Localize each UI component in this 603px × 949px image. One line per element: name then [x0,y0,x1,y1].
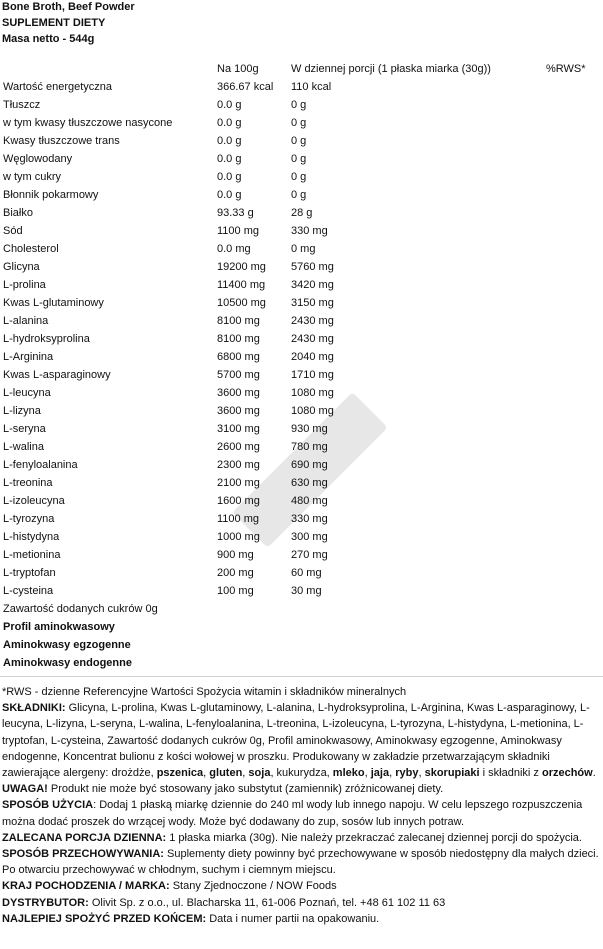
value-per-100g: 8100 mg [217,315,260,327]
table-row [0,114,603,132]
nutrient-name: Sód [3,225,23,237]
table-row [0,366,603,384]
value-per-100g: 19200 mg [217,261,266,273]
dose-paragraph [2,830,600,846]
value-per-100g: 93.33 g [217,207,254,219]
allergen: mleko [332,767,365,780]
value-per-100g: 200 mg [217,567,254,579]
nutrient-name: L-prolina [3,279,46,291]
value-per-portion: 930 mg [291,423,328,435]
separator: , kukurydza, [270,767,333,780]
table-row [0,420,603,438]
bestbefore-text: Data i numer partii na opakowaniu. [206,912,380,925]
table-row [0,204,603,222]
value-per-portion: 0 g [291,153,307,165]
label-footer [2,684,600,927]
table-row [0,258,603,276]
value-rws [543,96,603,114]
table-row [0,438,603,456]
value-per-100g: 1000 mg [217,531,260,543]
product-category: SUPLEMENT DIETY [2,17,106,29]
warning-paragraph [2,781,600,797]
nutrient-name: Błonnik pokarmowy [3,189,99,201]
distributor-paragraph [2,895,600,911]
nutrient-name: L-leucyna [3,387,51,399]
value-per-portion: 3150 mg [291,297,334,309]
value-rws [543,132,603,150]
table-row [0,510,603,528]
value-per-100g: 8100 mg [217,333,260,345]
nutrient-name: L-seryna [3,423,46,435]
value-per-100g: 3600 mg [217,387,260,399]
nutrient-name: L-treonina [3,477,53,489]
value-per-portion: 0 g [291,189,307,201]
value-per-100g: 0.0 g [217,153,242,165]
table-row [0,600,603,618]
value-per-100g: 0.0 g [217,117,242,129]
nutrient-name: Węglowodany [3,153,73,165]
separator: , [203,767,210,780]
nutrient-name: L-hydroksyprolina [3,333,90,345]
net-mass: Masa netto - 544g [2,33,95,45]
value-per-100g: 2300 mg [217,459,260,471]
table-row [0,222,603,240]
value-per-100g: 3600 mg [217,405,260,417]
section-heading-row: Aminokwasy endogenne [3,657,132,669]
value-rws [543,438,603,456]
product-name: Bone Broth, Beef Powder [2,1,135,13]
value-rws [543,492,603,510]
value-per-100g: 900 mg [217,549,254,561]
value-rws [543,258,603,276]
dose-label: ZALECANA PORCJA DZIENNA: [2,831,167,844]
table-row [0,546,603,564]
distributor-text: Olivit Sp. z o.o., ul. Blacharska 11, 61-006 Poznań, tel. +48 61 102 11 63 [88,896,446,909]
ingredients-text: Glicyna, L-prolina, Kwas L-glutaminowy, L-alanina, L-hydroksyprolina, L-Arginina, Kwas L-asparaginowy, L-leucyna, L-lizyna, L-seryna, L-walina, L-fenyloalanina, L-treonina, L-izoleucyna, L-tyrozyna, L-histydyna, L-metionina, L-tryptofan, L-cysteina, Zawartość dodanych cukrów 0g, Profil aminokwasowy, Aminokwasy egzogenne, Aminokwasy endogenne, Koncentrat bulionu z kości wołowej w proszku. Produkowany w zakładzie przetwarzającym składniki zawierające alergeny: drożdże, [2,702,590,780]
value-rws [543,312,603,330]
value-per-portion: 1080 mg [291,405,334,417]
separator: , [364,767,371,780]
table-header-row [0,60,603,78]
value-per-portion: 0 mg [291,243,316,255]
value-per-portion: 0 g [291,171,307,183]
value-rws [543,240,603,258]
value-rws [543,276,603,294]
table-row [0,654,603,672]
value-per-portion: 60 mg [291,567,322,579]
value-rws [543,294,603,312]
value-per-portion: 0 g [291,117,307,129]
table-row [0,402,603,420]
table-row [0,456,603,474]
value-rws [543,420,603,438]
nutrient-name: Cholesterol [3,243,59,255]
value-per-portion: 1710 mg [291,369,334,381]
table-row [0,384,603,402]
value-rws [543,510,603,528]
value-rws [543,546,603,564]
value-per-100g: 11400 mg [217,279,266,291]
origin-label: KRAJ POCHODZENIA / MARKA: [2,880,170,893]
section-heading-row: Profil aminokwasowy [3,621,115,633]
allergen: gluten [209,767,243,780]
ingredients-paragraph [2,700,600,781]
nutrient-name: L-cysteina [3,585,54,597]
separator: , [418,767,425,780]
value-per-100g: 366.67 kcal [217,81,274,93]
distributor-label: DYSTRYBUTOR: [2,896,89,909]
nutrient-name: Kwas L-glutaminowy [3,297,104,309]
value-per-100g: 0.0 g [217,135,242,147]
nutrient-name: Wartość energetyczna [3,81,113,93]
bestbefore-paragraph [2,911,600,927]
nutrient-name: L-fenyloalanina [3,459,78,471]
value-per-100g: 2600 mg [217,441,260,453]
separator: i składniki z [479,767,542,780]
nutrient-name: L-walina [3,441,44,453]
table-row [0,276,603,294]
value-per-100g: 1100 mg [217,513,259,525]
storage-paragraph [2,846,600,878]
table-row [0,312,603,330]
value-rws [543,114,603,132]
warning-label: UWAGA! [2,783,48,796]
table-row [0,96,603,114]
value-rws [543,528,603,546]
table-row [0,474,603,492]
value-per-100g: 6800 mg [217,351,260,363]
value-rws [543,366,603,384]
value-rws [543,78,603,96]
table-row [0,330,603,348]
table-row [0,528,603,546]
nutrient-name: Kwas L-asparaginowy [3,369,111,381]
value-per-100g: 0.0 mg [217,243,251,255]
value-per-portion: 30 mg [291,585,322,597]
table-row [0,492,603,510]
value-per-portion: 0 g [291,99,307,111]
allergen: soja [248,767,271,780]
table-row [0,294,603,312]
usage-label: SPOSÓB UŻYCIA [2,799,94,812]
value-rws [543,456,603,474]
value-per-100g: 1100 mg [217,225,259,237]
value-rws [543,582,603,600]
separator: , [389,767,396,780]
value-per-portion: 480 mg [291,495,328,507]
allergen: pszenica [156,767,204,780]
header-portion-cell: W dziennej porcji (1 płaska miarka (30g)) [291,63,491,75]
dose-text: 1 płaska miarka (30g). Nie należy przekraczać zalecanej dziennej porcji do spożycia. [166,831,582,844]
table-row [0,240,603,258]
value-per-100g: 0.0 g [217,171,242,183]
value-rws [543,348,603,366]
separator: , [242,767,249,780]
origin-paragraph [2,878,600,894]
nutrient-name: L-lizyna [3,405,41,417]
table-row [0,186,603,204]
value-rws [543,150,603,168]
value-per-portion: 690 mg [291,459,328,471]
bestbefore-label: NAJLEPIEJ SPOŻYĆ PRZED KOŃCEM: [2,912,207,925]
nutrient-name: L-alanina [3,315,49,327]
nutrient-name: Białko [3,207,33,219]
nutrient-name: Kwasy tłuszczowe trans [3,135,120,147]
value-per-portion: 780 mg [291,441,328,453]
nutrient-name: Tłuszcz [3,99,41,111]
value-rws [543,564,603,582]
value-per-portion: 5760 mg [291,261,334,273]
value-rws [543,402,603,420]
allergen: jaja [370,767,390,780]
storage-text: Suplementy diety powinny być przechowywane w sposób niedostępny dla małych dzieci. Po otwarciu przechowywać w chłodnym, suchym i ciemnym miejscu. [2,848,599,877]
nutrient-name: L-izoleucyna [3,495,65,507]
value-per-portion: 630 mg [291,477,328,489]
table-row [0,150,603,168]
nutrient-name: L-histydyna [3,531,60,543]
header-per100-cell: Na 100g [217,63,259,75]
value-per-100g: 0.0 g [217,189,242,201]
nutrition-table [0,60,603,672]
separator: . [592,767,596,780]
table-row [0,636,603,654]
value-rws [543,168,603,186]
nutrient-name: w tym cukry [3,171,62,183]
added-sugar-row: Zawartość dodanych cukrów 0g [3,603,158,615]
ingredients-label: SKŁADNIKI: [2,702,66,715]
value-rws [543,186,603,204]
value-per-100g: 0.0 g [217,99,242,111]
value-rws [543,384,603,402]
usage-paragraph [2,797,600,829]
table-row [0,618,603,636]
nutrient-name: L-tyrozyna [3,513,55,525]
value-rws [543,330,603,348]
nutrient-name: L-tryptofan [3,567,56,579]
value-per-100g: 100 mg [217,585,254,597]
header-name-cell [0,60,214,78]
value-per-portion: 330 mg [291,513,328,525]
value-rws [543,222,603,240]
storage-label: SPOSÓB PRZECHOWYWANIA: [2,848,164,861]
table-row [0,132,603,150]
table-row [0,348,603,366]
allergen: orzechów [541,767,593,780]
value-per-portion: 0 g [291,135,307,147]
value-per-100g: 2100 mg [217,477,260,489]
value-per-portion: 270 mg [291,549,328,561]
value-rws [543,204,603,222]
origin-text: Stany Zjednoczone / NOW Foods [169,880,337,893]
value-per-portion: 3420 mg [291,279,334,291]
value-per-100g: 1600 mg [217,495,260,507]
nutrient-name: Glicyna [3,261,40,273]
table-row [0,168,603,186]
allergen: skorupiaki [424,767,480,780]
value-per-portion: 2040 mg [291,351,334,363]
rws-note: *RWS - dzienne Referencyjne Wartości Spożycia witamin i składników mineralnych [2,686,407,698]
value-per-portion: 110 kcal [291,81,332,93]
table-row [0,78,603,96]
nutrient-name: L-metionina [3,549,61,561]
value-per-portion: 28 g [291,207,313,219]
header-rws-cell: %RWS* [546,63,586,75]
divider [0,676,603,677]
section-heading-row: Aminokwasy egzogenne [3,639,131,651]
value-per-100g: 10500 mg [217,297,266,309]
value-per-100g: 3100 mg [217,423,260,435]
warning-text: Produkt nie może być stosowany jako substytut (zamiennik) zróżnicowanej diety. [47,783,444,796]
value-per-portion: 300 mg [291,531,328,543]
table-row [0,564,603,582]
nutrient-name: w tym kwasy tłuszczowe nasycone [3,117,173,129]
nutrient-name: L-Arginina [3,351,54,363]
value-per-portion: 330 mg [291,225,328,237]
allergen: ryby [395,767,419,780]
value-per-100g: 5700 mg [217,369,260,381]
usage-text: : Dodaj 1 płaską miarkę dziennie do 240 ml wody lub innego napoju. W celu lepszego rozpuszczenia można dodać proszek do wrzącej wody. Może być dodawany do zup, sosów lub innych potraw. [2,799,583,828]
value-per-portion: 1080 mg [291,387,334,399]
value-rws [543,474,603,492]
table-row [0,582,603,600]
value-per-portion: 2430 mg [291,333,334,345]
value-per-portion: 2430 mg [291,315,334,327]
